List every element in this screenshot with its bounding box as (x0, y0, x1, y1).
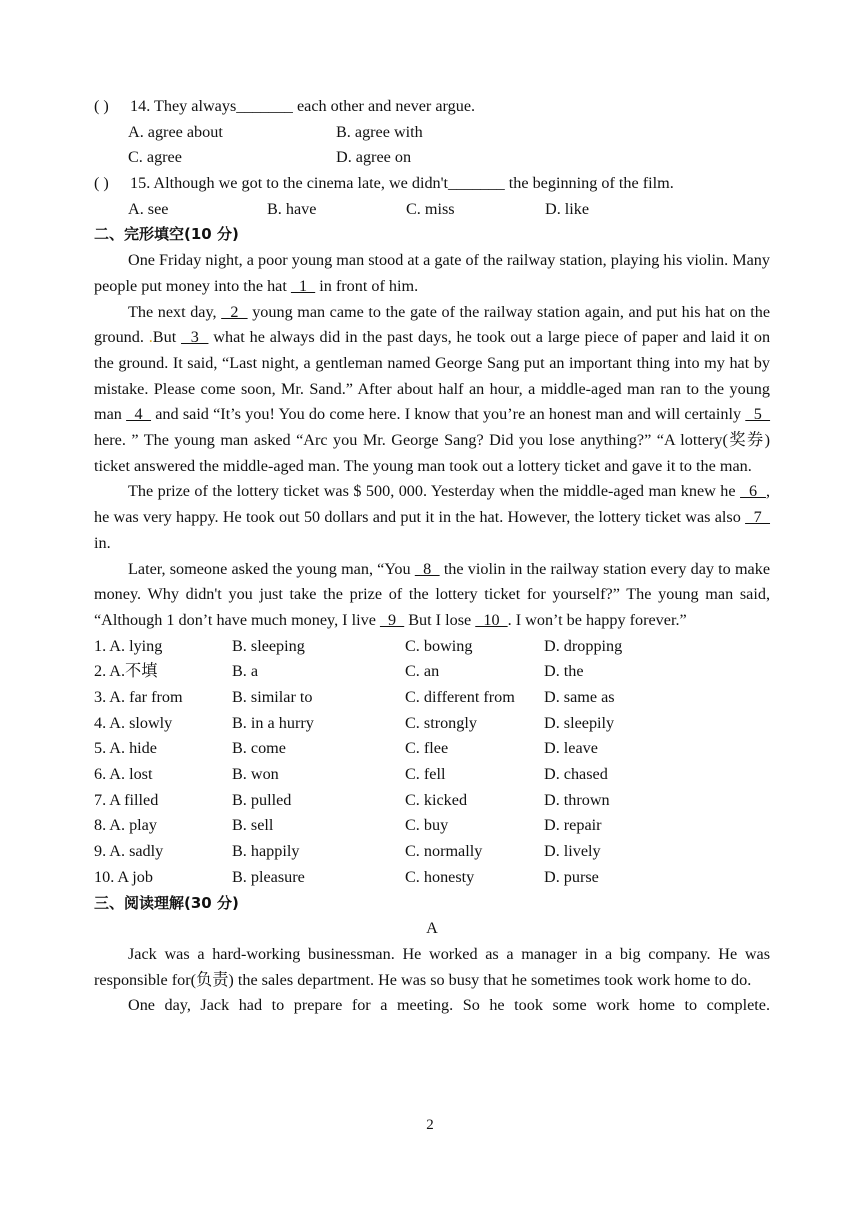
option-c: C. buy (405, 816, 449, 835)
option-d: D. leave (544, 739, 598, 758)
page-number: 2 (426, 1117, 434, 1133)
option-a: 7. A filled (94, 790, 159, 809)
reading-paragraph-2: One day, Jack had to prepare for a meeting. So he took some work home to complete. (128, 996, 770, 1015)
cloze-option-row (94, 839, 770, 865)
cloze-paragraph-1 (94, 248, 770, 299)
text: But (152, 328, 177, 347)
question-15 (94, 171, 770, 197)
option-b: B. sell (232, 816, 274, 835)
option-a: 1. A. lying (94, 636, 163, 655)
option-b: B. agree with (336, 122, 423, 141)
option-d: D. dropping (544, 636, 623, 655)
option-c: C. fell (405, 765, 446, 784)
question-stem: 14. They always_______ each other and never argue. (130, 97, 476, 115)
exam-page (94, 94, 770, 1019)
option-c: C. kicked (405, 790, 468, 809)
question-15-options (94, 197, 770, 223)
option-d: D. like (545, 199, 590, 218)
text: But I lose (408, 610, 472, 629)
text: and said “It’s you! You do come here. I know that you’re an honest man and will certainly (155, 405, 742, 424)
cloze-paragraph-2 (94, 300, 770, 480)
question-14 (94, 94, 770, 120)
option-d: D. lively (544, 842, 601, 861)
option-c: C. miss (406, 199, 455, 218)
option-b: B. won (232, 765, 279, 784)
cloze-option-row (94, 865, 770, 891)
cloze-options (94, 634, 770, 891)
option-a: 3. A. far from (94, 688, 183, 707)
question-stem: 15. Although we got to the cinema late, we didn't_______ the beginning of the film. (130, 174, 674, 193)
cloze-option-row (94, 685, 770, 711)
text: in. (94, 533, 111, 552)
text: The next day, (128, 302, 217, 321)
cloze-option-row (94, 711, 770, 737)
option-b: B. pleasure (232, 867, 305, 886)
blank-5: 5 (745, 405, 771, 424)
option-c: C. an (405, 662, 440, 681)
cloze-option-row (94, 762, 770, 788)
option-d: D. repair (544, 816, 602, 835)
option-c: C. honesty (405, 867, 475, 886)
cloze-paragraph-4 (94, 557, 770, 634)
option-c: C. agree (128, 148, 182, 167)
blank-2: 2 (221, 302, 248, 321)
cloze-option-row (94, 634, 770, 660)
answer-parenthesis: ( ) (94, 174, 109, 193)
section-heading-cloze: 二、完形填空(10 分) (94, 225, 239, 244)
option-a: 4. A. slowly (94, 713, 173, 732)
option-d: D. same as (544, 688, 615, 707)
option-c: C. normally (405, 842, 483, 861)
option-a: 5. A. hide (94, 739, 157, 758)
option-d: D. agree on (336, 148, 412, 167)
passage-label: A (426, 919, 438, 938)
option-a: 8. A. play (94, 816, 157, 835)
blank-6: 6 (740, 482, 766, 501)
blank-3: 3 (181, 328, 209, 347)
option-d: D. chased (544, 765, 608, 784)
cloze-option-row (94, 788, 770, 814)
blank-10: 10 (475, 610, 508, 629)
option-b: B. a (232, 662, 259, 681)
text: the violin in the railway station every day to make money. Why didn't you just take the prize of the lottery ticket for yourself?” The young man said, “Although 1 don’t have much money, I live (94, 559, 771, 629)
option-c: C. bowing (405, 636, 473, 655)
option-a: 6. A. lost (94, 765, 153, 784)
option-b: B. happily (232, 842, 300, 861)
option-a: A. see (128, 199, 169, 218)
text: here. ” The young man asked “Arc you Mr. George Sang? Did you lose anything?” “A lottery(奖券) ticket answered the middle-aged man. The young man took out a lottery ticket and gave it to the man. (94, 431, 770, 475)
text: . I won’t be happy forever.” (507, 610, 687, 629)
option-d: D. thrown (544, 790, 610, 809)
option-d: D. the (544, 662, 584, 681)
blank-9: 9 (379, 610, 405, 629)
text: , he was very happy. He took out 50 dollars and put it in the hat. However, the lottery ticket was also (94, 482, 771, 527)
cloze-option-row (94, 813, 770, 839)
blank-8: 8 (414, 559, 440, 578)
cloze-paragraph-3 (94, 479, 770, 556)
blank-1: 1 (290, 276, 316, 295)
cloze-option-row (94, 736, 770, 762)
option-b: B. have (267, 199, 317, 218)
option-c: C. flee (405, 739, 449, 758)
option-b: B. similar to (232, 688, 313, 707)
option-a: 10. A job (94, 867, 153, 886)
stray-dot: . (148, 328, 153, 347)
text: what he always did in the past days, he took out a large piece of paper and laid it on the ground. It said, “Last night, a gentleman named George Sang put an important thing into my hat by mistake. Please come soon, Mr. Sand.” After about half an hour, a middle-aged man ran to the young man (94, 328, 771, 424)
option-a: 2. A.不填 (94, 662, 158, 681)
reading-paragraph-1: Jack was a hard-working businessman. He worked as a manager in a big company. He was responsible for(负责) the sales department. He was so busy that he sometimes took work home to do. (94, 944, 770, 989)
section-heading-reading: 三、阅读理解(30 分) (94, 893, 239, 912)
option-b: B. in a hurry (232, 713, 314, 732)
option-d: D. purse (544, 867, 599, 886)
blank-7: 7 (745, 508, 771, 527)
question-14-options-row2 (94, 145, 770, 171)
option-c: C. strongly (405, 713, 477, 732)
text: in front of him. (319, 276, 419, 295)
option-a: 9. A. sadly (94, 842, 164, 861)
question-14-options-row1 (94, 120, 770, 146)
cloze-option-row (94, 659, 770, 685)
text: One Friday night, a poor young man stood at a gate of the railway station, playing his violin. Many people put money into the hat (94, 251, 770, 295)
text: young man came to the gate of the railway station again, and put his hat on the ground. (94, 302, 771, 347)
blank-4: 4 (126, 405, 152, 424)
text: Later, someone asked the young man, “You (128, 559, 411, 578)
option-d: D. sleepily (544, 713, 615, 732)
answer-parenthesis: ( ) (94, 97, 109, 115)
option-b: B. sleeping (232, 636, 305, 655)
option-c: C. different from (405, 688, 515, 707)
text: The prize of the lottery ticket was $ 500, 000. Yesterday when the middle-aged man knew he (128, 482, 736, 501)
option-a: A. agree about (128, 122, 223, 141)
option-b: B. come (232, 739, 286, 758)
option-b: B. pulled (232, 790, 292, 809)
